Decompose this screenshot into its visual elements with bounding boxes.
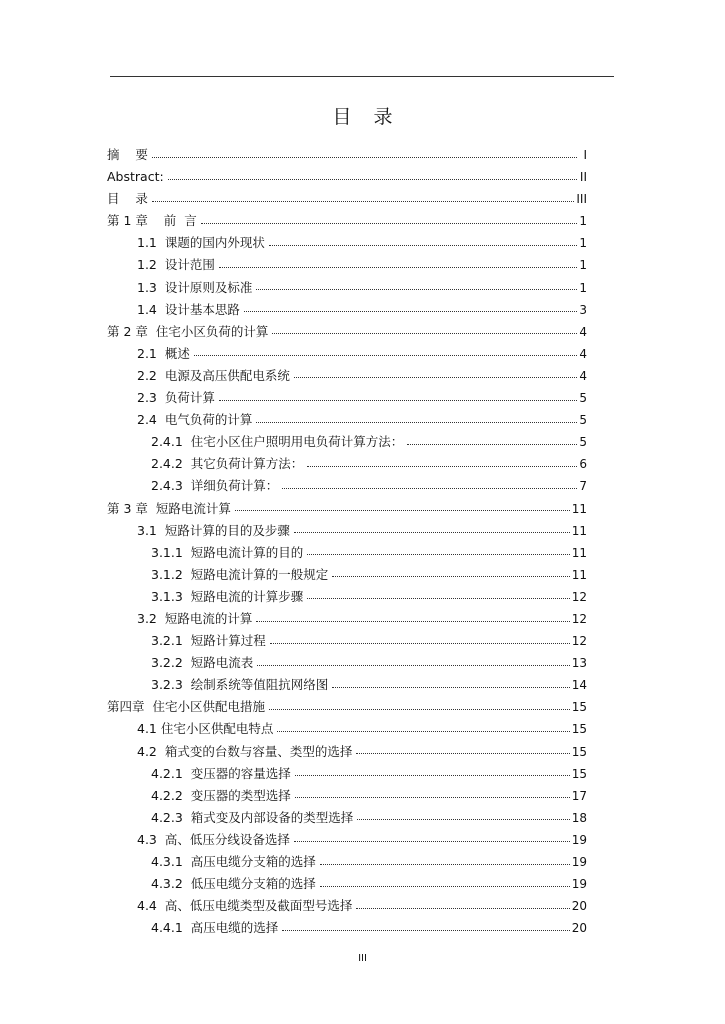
toc-entry-label: 4.4.1 高压电缆的选择 [151,920,279,936]
toc-entry-page-number: 11 [571,567,587,582]
toc-entry-page-number: 3 [579,302,587,317]
dot-leader [295,775,570,776]
toc-entry[interactable] [107,763,587,785]
toc-entry[interactable] [107,188,587,210]
toc-entry[interactable] [107,851,587,873]
dot-leader [269,709,570,710]
page-number-footer: III [358,953,367,964]
toc-entry-page-number: 12 [571,589,587,604]
toc-entry[interactable] [107,365,587,387]
toc-entry[interactable] [107,652,587,674]
toc-entry-label: 4.2 箱式变的台数与容量、类型的选择 [137,743,353,759]
toc-entry-page-number: 5 [579,391,587,406]
dot-leader [320,864,570,865]
toc-entry-page-number: 11 [571,501,587,516]
dot-leader [219,400,577,401]
toc-entry-label: Abstract: [107,169,164,185]
dot-leader [257,665,569,666]
toc-entry[interactable] [107,718,587,740]
toc-entry-label: 3.2.1 短路计算过程 [151,633,266,649]
toc-entry-label: 3.2.2 短路电流表 [151,655,254,671]
toc-entry[interactable] [107,343,587,365]
toc-entry-label: 2.4 电气负荷的计算 [137,412,253,428]
toc-entry[interactable] [107,498,587,520]
dot-leader [407,444,577,445]
toc-entry-label: 第四章 住宅小区供配电措施 [107,699,265,715]
toc-entry-page-number: 7 [579,479,587,494]
toc-entry-page-number: 20 [571,921,587,936]
dot-leader [152,201,574,202]
dot-leader [269,245,577,246]
dot-leader [295,797,570,798]
toc-entry-label: 第 2 章 住宅小区负荷的计算 [107,323,269,339]
toc-entry-label: 1.4 设计基本思路 [137,301,240,317]
dot-leader [356,908,569,909]
dot-leader [194,355,577,356]
toc-entry-page-number: 1 [579,280,587,295]
page-title: 目录 [332,106,415,128]
toc-entry-label: 2.2 电源及高压供配电系统 [137,367,290,383]
toc-entry[interactable] [107,387,587,409]
toc-entry-page-number: 1 [579,214,587,229]
toc-entry-label: 4.4 高、低压电缆类型及截面型号选择 [137,898,353,914]
toc-entry-label: 3.1.2 短路电流计算的一般规定 [151,566,329,582]
toc-entry[interactable] [107,895,587,917]
dot-leader [320,886,570,887]
dot-leader [282,930,569,931]
toc-entry-label: 4.2.2 变压器的类型选择 [151,787,291,803]
toc-entry[interactable] [107,453,587,475]
toc-entry-page-number: 19 [571,832,587,847]
toc-entry[interactable] [107,520,587,542]
toc-entry-label: 目 录 [107,191,148,207]
toc-entry-page-number: 19 [571,855,587,869]
dot-leader [307,598,569,599]
toc-entry[interactable] [107,608,587,630]
toc-entry-page-number: 12 [571,611,587,626]
dot-leader [244,311,577,312]
toc-entry-page-number: 11 [571,545,587,560]
dot-leader [356,753,569,754]
dot-leader [272,333,577,334]
toc-entry-label: 3.2 短路电流的计算 [137,610,253,626]
toc-entry-label: 2.4.1 住宅小区住户照明用电负荷计算方法： [151,434,404,450]
toc-entry[interactable] [107,829,587,851]
toc-entry[interactable] [107,674,587,696]
toc-entry-page-number: 5 [579,435,587,450]
dot-leader [256,422,577,423]
toc-entry[interactable] [107,321,587,343]
toc-entry-label: 4.3 高、低压分线设备选择 [137,831,290,847]
dot-leader [270,643,570,644]
toc-entry[interactable] [107,785,587,807]
toc-entry-label: 1.3 设计原则及标准 [137,279,253,295]
toc-entry[interactable] [107,873,587,895]
toc-entry-label: 2.4.2 其它负荷计算方法： [151,456,304,472]
dot-leader [201,223,577,224]
dot-leader [256,621,569,622]
toc-entry[interactable] [107,254,587,276]
toc-entry-page-number: 14 [571,678,587,693]
dot-leader [219,267,577,268]
toc-entry-page-number: II [579,170,587,185]
toc-entry-label: 4.3.1 高压电缆分支箱的选择 [151,854,316,869]
dot-leader [332,687,569,688]
toc-entry-page-number: III [576,192,587,207]
toc-entry[interactable] [107,542,587,564]
toc-entry-page-number: 15 [571,722,587,737]
toc-entry-label: 3.1.1 短路电流计算的目的 [151,544,304,560]
toc-entry-page-number: 1 [579,258,587,273]
dot-leader [307,554,569,555]
toc-entry[interactable] [107,696,587,718]
toc-entry-label: 4.2.1 变压器的容量选择 [151,765,291,781]
toc-entry-label: 第 3 章 短路电流计算 [107,500,231,516]
toc-entry-label: 3.2.3 绘制系统等值阻抗网络图 [151,677,329,693]
dot-leader [294,377,577,378]
dot-leader [168,179,577,180]
toc-entry-page-number: 4 [579,346,587,361]
table-of-contents [107,144,587,939]
toc-entry-page-number: 19 [571,877,587,892]
toc-entry[interactable] [107,277,587,299]
toc-entry[interactable] [107,917,587,939]
toc-entry-page-number: 1 [579,236,587,251]
toc-entry-page-number: 12 [571,634,587,649]
toc-entry-label: 第 1 章 前 言 [107,213,197,229]
dot-leader [357,819,569,820]
toc-entry-page-number: I [583,148,587,162]
toc-entry[interactable] [107,807,587,829]
dot-leader [235,510,570,511]
dot-leader [332,576,569,577]
dot-leader [307,466,577,467]
toc-entry[interactable] [107,144,587,166]
dot-leader [152,157,577,158]
toc-entry[interactable] [107,431,587,453]
toc-entry-label: 4.1 住宅小区供配电特点 [137,721,274,737]
toc-entry[interactable] [107,741,587,763]
toc-entry[interactable] [107,586,587,608]
dot-leader [294,532,570,533]
toc-entry-label: 2.1 概述 [137,345,190,361]
toc-entry-label: 4.2.3 箱式变及内部设备的类型选择 [151,809,354,825]
dot-leader [282,488,577,489]
toc-entry-page-number: 15 [571,700,587,715]
toc-entry-label: 3.1.3 短路电流的计算步骤 [151,588,304,604]
toc-entry[interactable] [107,475,587,497]
toc-entry-label: 2.4.3 详细负荷计算： [151,478,279,494]
dot-leader [294,841,570,842]
toc-entry-page-number: 6 [579,457,587,472]
toc-entry[interactable] [107,166,587,188]
dot-leader [277,731,569,732]
toc-entry-label: 1.2 设计范围 [137,257,215,273]
toc-entry-page-number: 5 [579,413,587,428]
toc-entry-label: 1.1 课题的国内外现状 [137,235,265,251]
toc-entry-page-number: 4 [579,368,587,383]
toc-entry-label: 4.3.2 低压电缆分支箱的选择 [151,876,316,892]
toc-entry-page-number: 20 [571,899,587,914]
toc-entry[interactable] [107,564,587,586]
toc-entry[interactable] [107,409,587,431]
header-rule [110,76,614,77]
toc-entry-page-number: 17 [571,788,587,803]
toc-entry-page-number: 11 [571,523,587,538]
toc-entry[interactable] [107,210,587,232]
toc-entry[interactable] [107,630,587,652]
toc-entry-page-number: 15 [571,744,587,759]
toc-entry-label: 2.3 负荷计算 [137,390,215,406]
toc-entry-page-number: 18 [571,810,587,825]
toc-entry-label: 3.1 短路计算的目的及步骤 [137,522,290,538]
toc-entry[interactable] [107,299,587,321]
toc-entry-page-number: 4 [579,324,587,339]
dot-leader [256,289,577,290]
toc-entry-label: 摘 要 [107,147,148,162]
toc-entry-page-number: 13 [571,656,587,671]
toc-entry[interactable] [107,232,587,254]
toc-entry-page-number: 15 [571,766,587,781]
